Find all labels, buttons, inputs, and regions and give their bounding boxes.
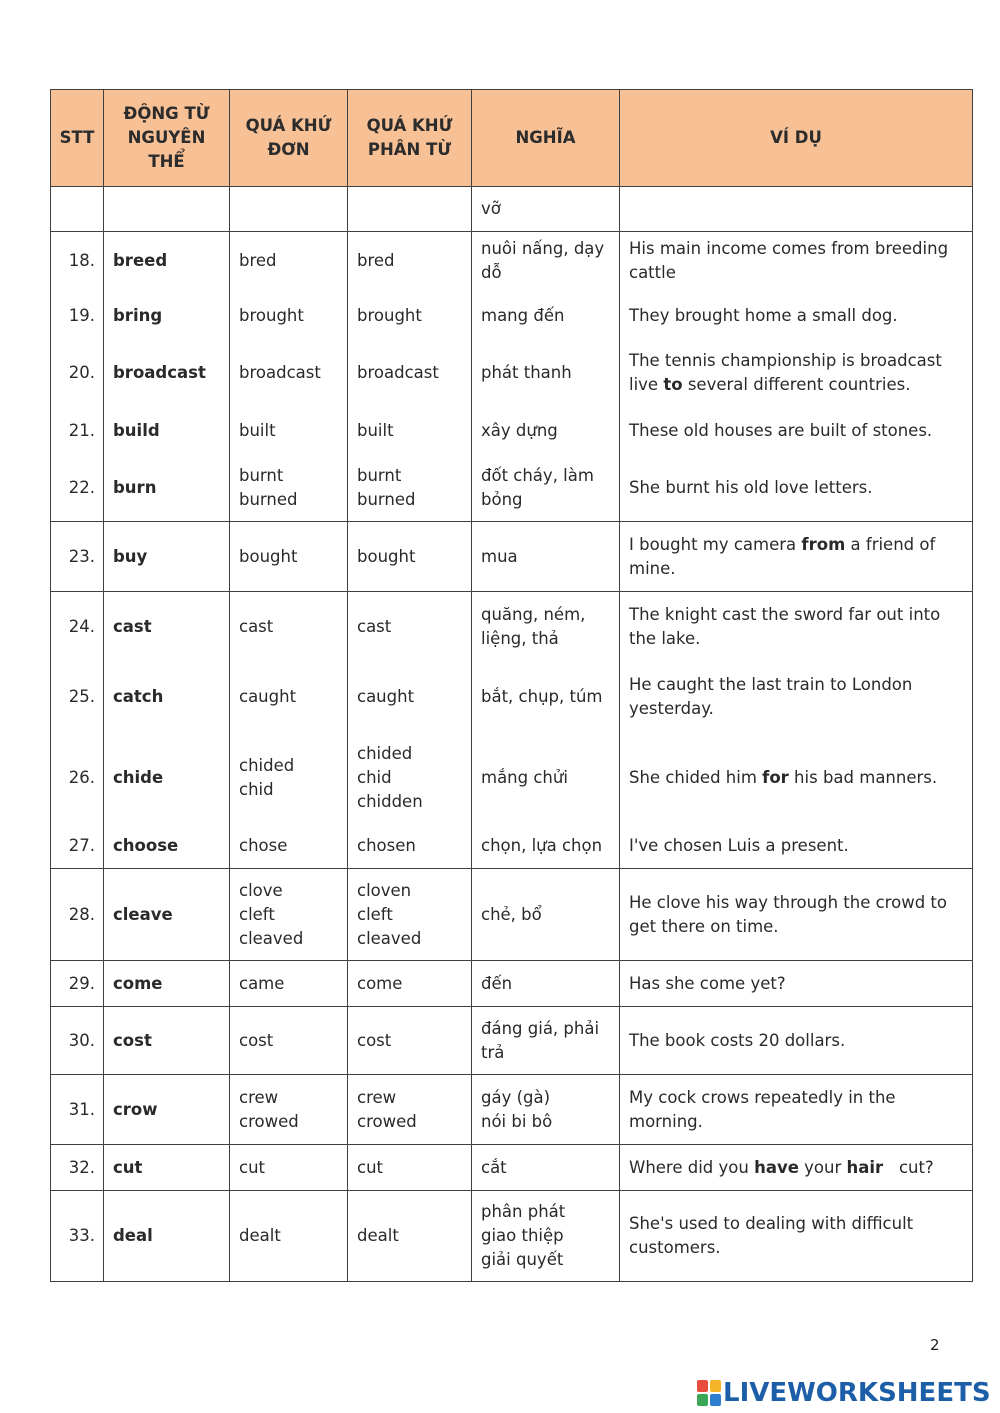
header-meaning: NGHĨA: [472, 90, 620, 187]
meaning-cell: gáy (gà) nói bi bô: [472, 1075, 620, 1145]
header-past-participle: QUÁ KHỨ PHÂN TỪ: [348, 90, 472, 187]
example-cell: He caught the last train to London yesterday.: [620, 662, 973, 732]
participle-cell: cloven cleft cleaved: [348, 869, 472, 961]
meaning-cell: cắt: [472, 1145, 620, 1191]
participle-cell: chosen: [348, 824, 472, 869]
past-cell: cast: [230, 592, 348, 662]
row-number: 21.: [51, 406, 104, 456]
example-cell: He clove his way through the crowd to get there on time.: [620, 869, 973, 961]
liveworksheets-logo[interactable]: [697, 1376, 991, 1410]
meaning-cell: đốt cháy, làm bỏng: [472, 456, 620, 522]
past-cell: cost: [230, 1007, 348, 1075]
example-cell: Where did you have your hair cut?: [620, 1145, 973, 1191]
table-row: [51, 522, 973, 592]
past-cell: brought: [230, 291, 348, 341]
row-number: 23.: [51, 522, 104, 592]
example-cell: These old houses are built of stones.: [620, 406, 973, 456]
meaning-cell: chẻ, bổ: [472, 869, 620, 961]
infinitive-cell: crow: [104, 1075, 230, 1145]
table-row: [51, 732, 973, 824]
row-number: 32.: [51, 1145, 104, 1191]
participle-cell: brought: [348, 291, 472, 341]
infinitive-cell: build: [104, 406, 230, 456]
verb-table-sheet: [50, 89, 972, 1282]
meaning-cell: quăng, ném, liệng, thả: [472, 592, 620, 662]
past-cell: chided chid: [230, 732, 348, 824]
past-cell: caught: [230, 662, 348, 732]
participle-cell: crew crowed: [348, 1075, 472, 1145]
infinitive-cell: buy: [104, 522, 230, 592]
header-example: VÍ DỤ: [620, 90, 973, 187]
meaning-cell: vỡ: [472, 187, 620, 232]
meaning-cell: chọn, lựa chọn: [472, 824, 620, 869]
infinitive-cell: cast: [104, 592, 230, 662]
table-row: [51, 592, 973, 662]
past-cell: broadcast: [230, 341, 348, 406]
table-row: [51, 662, 973, 732]
participle-cell: bought: [348, 522, 472, 592]
example-cell: His main income comes from breeding cattle: [620, 232, 973, 291]
participle-cell: broadcast: [348, 341, 472, 406]
infinitive-cell: deal: [104, 1191, 230, 1282]
table-row: [51, 341, 973, 406]
row-number: 22.: [51, 456, 104, 522]
infinitive-cell: chide: [104, 732, 230, 824]
participle-cell: cut: [348, 1145, 472, 1191]
example-cell: She's used to dealing with difficult customers.: [620, 1191, 973, 1282]
row-number: 26.: [51, 732, 104, 824]
infinitive-cell: bring: [104, 291, 230, 341]
example-cell: My cock crows repeatedly in the morning.: [620, 1075, 973, 1145]
meaning-cell: nuôi nấng, dạy dỗ: [472, 232, 620, 291]
meaning-cell: mang đến: [472, 291, 620, 341]
example-cell: The book costs 20 dollars.: [620, 1007, 973, 1075]
past-cell: burnt burned: [230, 456, 348, 522]
infinitive-cell: cleave: [104, 869, 230, 961]
table-row: [51, 1145, 973, 1191]
row-number: 33.: [51, 1191, 104, 1282]
table-row: [51, 1191, 973, 1282]
table-row: [51, 824, 973, 869]
irregular-verb-table: [50, 89, 973, 1282]
participle-cell: come: [348, 961, 472, 1007]
past-cell: clove cleft cleaved: [230, 869, 348, 961]
meaning-cell: xây dựng: [472, 406, 620, 456]
example-cell: Has she come yet?: [620, 961, 973, 1007]
meaning-cell: đến: [472, 961, 620, 1007]
participle-cell: chided chid chidden: [348, 732, 472, 824]
table-row: [51, 1075, 973, 1145]
participle-cell: built: [348, 406, 472, 456]
header-stt: STT: [51, 90, 104, 187]
participle-cell: caught: [348, 662, 472, 732]
past-cell: cut: [230, 1145, 348, 1191]
past-cell: chose: [230, 824, 348, 869]
infinitive-cell: cost: [104, 1007, 230, 1075]
table-row: [51, 869, 973, 961]
infinitive-cell: breed: [104, 232, 230, 291]
example-cell: I bought my camera from a friend of mine.: [620, 522, 973, 592]
meaning-cell: mua: [472, 522, 620, 592]
row-number: 20.: [51, 341, 104, 406]
past-cell: bought: [230, 522, 348, 592]
participle-cell: cost: [348, 1007, 472, 1075]
row-number: 30.: [51, 1007, 104, 1075]
row-number: 28.: [51, 869, 104, 961]
example-cell: She burnt his old love letters.: [620, 456, 973, 522]
meaning-cell: phát thanh: [472, 341, 620, 406]
past-cell: dealt: [230, 1191, 348, 1282]
table-header-row: [51, 90, 973, 187]
table-row: [51, 232, 973, 291]
table-row: [51, 291, 973, 341]
table-row: [51, 456, 973, 522]
infinitive-cell: choose: [104, 824, 230, 869]
example-cell: They brought home a small dog.: [620, 291, 973, 341]
participle-cell: cast: [348, 592, 472, 662]
header-infinitive: ĐỘNG TỪ NGUYÊN THỂ: [104, 90, 230, 187]
table-row: [51, 406, 973, 456]
past-cell: bred: [230, 232, 348, 291]
infinitive-cell: burn: [104, 456, 230, 522]
brand-name: LIVEWORKSHEETS: [723, 1378, 991, 1408]
example-cell: The knight cast the sword far out into the lake.: [620, 592, 973, 662]
infinitive-cell: catch: [104, 662, 230, 732]
meaning-cell: bắt, chụp, túm: [472, 662, 620, 732]
meaning-cell: đáng giá, phải trả: [472, 1007, 620, 1075]
row-number: 19.: [51, 291, 104, 341]
row-number: 24.: [51, 592, 104, 662]
example-cell: The tennis championship is broadcast live to several different countries.: [620, 341, 973, 406]
past-cell: built: [230, 406, 348, 456]
liveworksheets-logo-icon: [697, 1380, 721, 1406]
row-number: 18.: [51, 232, 104, 291]
infinitive-cell: cut: [104, 1145, 230, 1191]
meaning-cell: mắng chửi: [472, 732, 620, 824]
row-number: 31.: [51, 1075, 104, 1145]
participle-cell: bred: [348, 232, 472, 291]
participle-cell: burnt burned: [348, 456, 472, 522]
table-row: [51, 187, 973, 232]
example-cell: She chided him for his bad manners.: [620, 732, 973, 824]
table-row: [51, 961, 973, 1007]
meaning-cell: phân phát giao thiệp giải quyết: [472, 1191, 620, 1282]
infinitive-cell: broadcast: [104, 341, 230, 406]
past-cell: came: [230, 961, 348, 1007]
row-number: 27.: [51, 824, 104, 869]
row-number: 29.: [51, 961, 104, 1007]
participle-cell: dealt: [348, 1191, 472, 1282]
page-number: 2: [930, 1336, 940, 1354]
example-cell: I've chosen Luis a present.: [620, 824, 973, 869]
infinitive-cell: come: [104, 961, 230, 1007]
row-number: 25.: [51, 662, 104, 732]
past-cell: crew crowed: [230, 1075, 348, 1145]
table-row: [51, 1007, 973, 1075]
header-past-simple: QUÁ KHỨ ĐƠN: [230, 90, 348, 187]
